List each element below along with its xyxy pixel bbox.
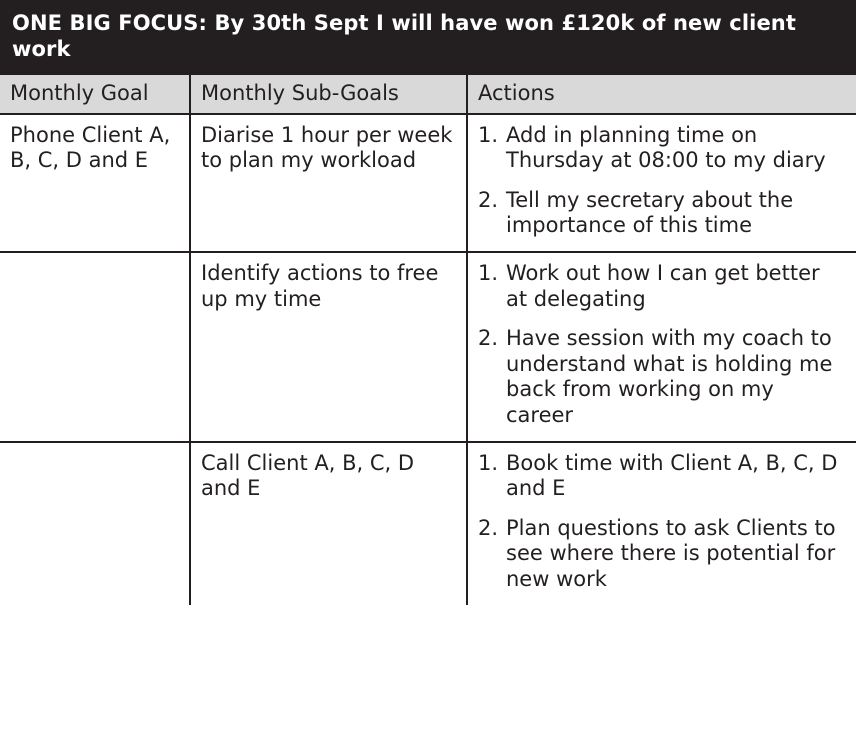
monthly-goal-text: Phone Client A, B, C, D and E (10, 122, 171, 173)
goal-table (0, 75, 856, 605)
column-header-monthly-goal: Monthly Goal (0, 75, 190, 114)
action-item (478, 123, 846, 174)
monthly-sub-goal-text: Call Client A, B, C, D and E (201, 450, 415, 501)
actions-cell (467, 252, 856, 442)
table-body (0, 114, 856, 605)
action-item (478, 326, 846, 428)
action-text: Book time with Client A, B, C, D and E (506, 450, 838, 501)
column-header-monthly-sub-goals: Monthly Sub-Goals (190, 75, 467, 114)
action-text: Have session with my coach to understand what is holding me back from working on my career (506, 326, 833, 427)
monthly-goal-cell (0, 252, 190, 442)
actions-cell (467, 442, 856, 605)
column-header-actions: Actions (467, 75, 856, 114)
monthly-sub-goal-text: Identify actions to free up my time (201, 260, 439, 311)
monthly-sub-goal-text: Diarise 1 hour per week to plan my workload (201, 122, 453, 173)
action-number: 2. (478, 326, 499, 351)
action-item (478, 188, 846, 239)
action-text: Add in planning time on Thursday at 08:00 to my diary (506, 122, 826, 173)
monthly-goal-cell (0, 442, 190, 605)
action-number: 1. (478, 122, 499, 147)
action-text: Work out how I can get better at delegating (506, 260, 820, 311)
action-item (478, 261, 846, 312)
action-text: Plan questions to ask Clients to see where there is potential for new work (506, 515, 836, 592)
actions-list (478, 261, 846, 429)
table-header-row (0, 75, 856, 114)
one-big-focus-banner: ONE BIG FOCUS: By 30th Sept I will have won £120k of new client work (0, 0, 856, 75)
actions-list (478, 451, 846, 593)
table-row (0, 252, 856, 442)
monthly-sub-goal-cell (190, 114, 467, 252)
action-number: 2. (478, 187, 499, 212)
action-number: 1. (478, 260, 499, 285)
actions-list (478, 123, 846, 239)
table-header (0, 75, 856, 114)
action-item (478, 516, 846, 593)
table-row (0, 114, 856, 252)
actions-cell (467, 114, 856, 252)
table-row (0, 442, 856, 605)
monthly-goal-cell (0, 114, 190, 252)
action-item (478, 451, 846, 502)
monthly-sub-goal-cell (190, 442, 467, 605)
action-text: Tell my secretary about the importance of this time (506, 187, 794, 238)
action-number: 2. (478, 515, 499, 540)
monthly-sub-goal-cell (190, 252, 467, 442)
action-number: 1. (478, 450, 499, 475)
